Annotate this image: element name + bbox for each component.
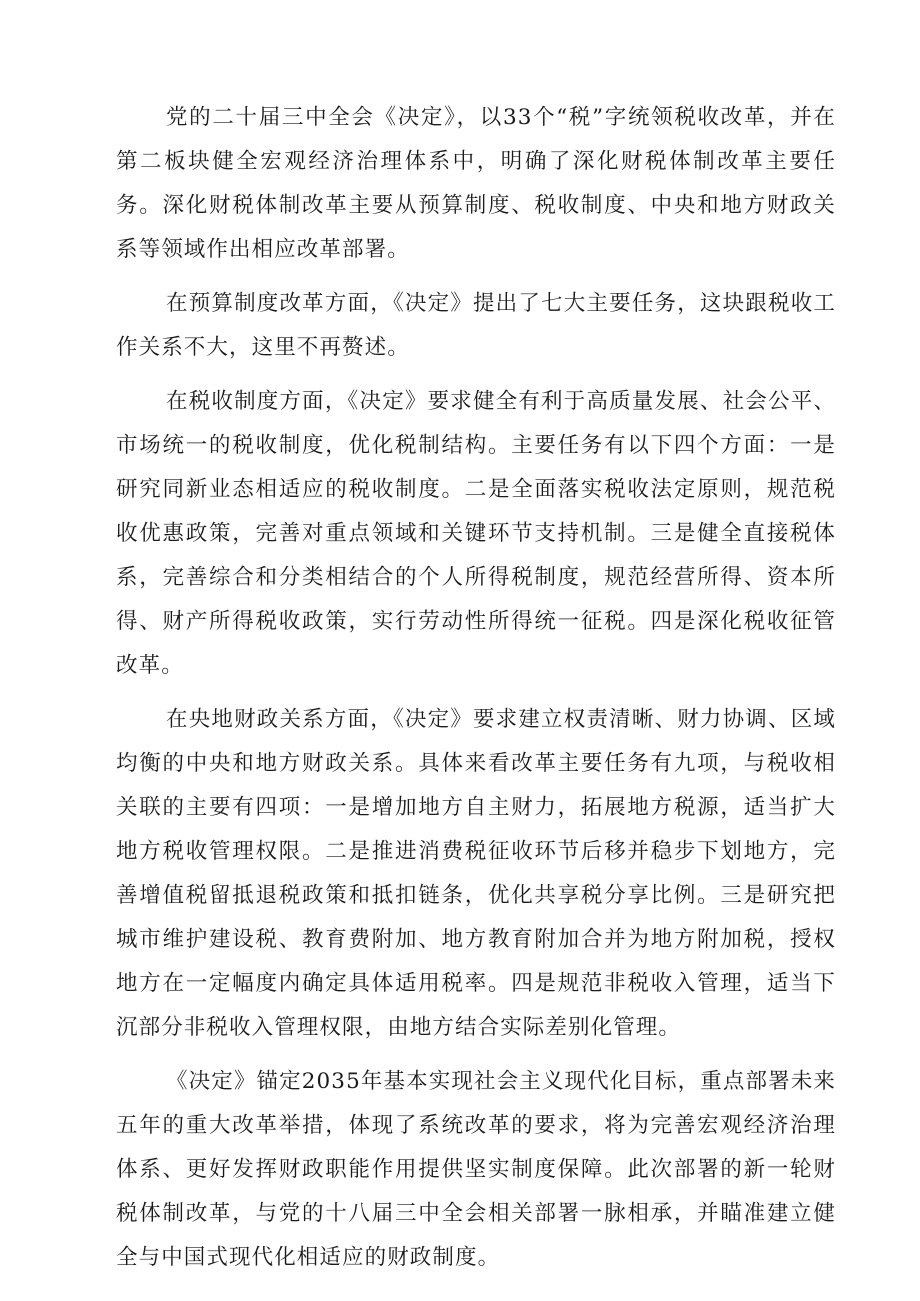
paragraph-central-local-finance: 在央地财政关系方面，《决定》要求建立权责清晰、财力协调、区域均衡的中央和地方财政关系。具体来看改革主要任务有九项，与税收相关联的主要有四项：一是增加地方自主财力，拓展地方税源，适当扩大地方税收管理权限。二是推进消费税征收环节后移并稳步下划地方，完善增值税留抵退税政策和抵扣链条，优化共享税分享比例。三是研究把城市维护建设税、教育费附加、地方教育附加合并为地方附加税，授权地方在一定幅度内确定具体适用税率。四是规范非税收入管理，适当下沉部分非税收入管理权限，由地方结合实际差别化管理。: [116, 707, 836, 1040]
document-body: [116, 96, 836, 1290]
paragraph-budget-system: 在预算制度改革方面，《决定》提出了七大主要任务，这块跟税收工作关系不大，这里不再赘述。: [116, 291, 836, 360]
paragraph-tax-system: 在税收制度方面，《决定》要求健全有利于高质量发展、社会公平、市场统一的税收制度，优化税制结构。主要任务有以下四个方面：一是研究同新业态相适应的税收制度。二是全面落实税收法定原则，规范税收优惠政策，完善对重点领域和关键环节支持机制。三是健全直接税体系，完善综合和分类相结合的个人所得税制度，规范经营所得、资本所得、财产所得税收政策，实行劳动性所得统一征税。四是深化税收征管改革。: [116, 389, 836, 678]
paragraph-tax-reform-overview: 党的二十届三中全会《决定》，以33个“税”字统领税收改革，并在第二板块健全宏观经济治理体系中，明确了深化财税体制改革主要任务。深化财税体制改革主要从预算制度、税收制度、中央和地方财政关系等领域作出相应改革部署。: [116, 105, 836, 262]
paragraph-conclusion: 《决定》锚定2035年基本实现社会主义现代化目标，重点部署未来五年的重大改革举措，体现了系统改革的要求，将为完善宏观经济治理体系、更好发挥财政职能作用提供坚实制度保障。此次部署的新一轮财税体制改革，与党的十八届三中全会相关部署一脉相承，并瞄准建立健全与中国式现代化相适应的财政制度。: [116, 1069, 836, 1270]
